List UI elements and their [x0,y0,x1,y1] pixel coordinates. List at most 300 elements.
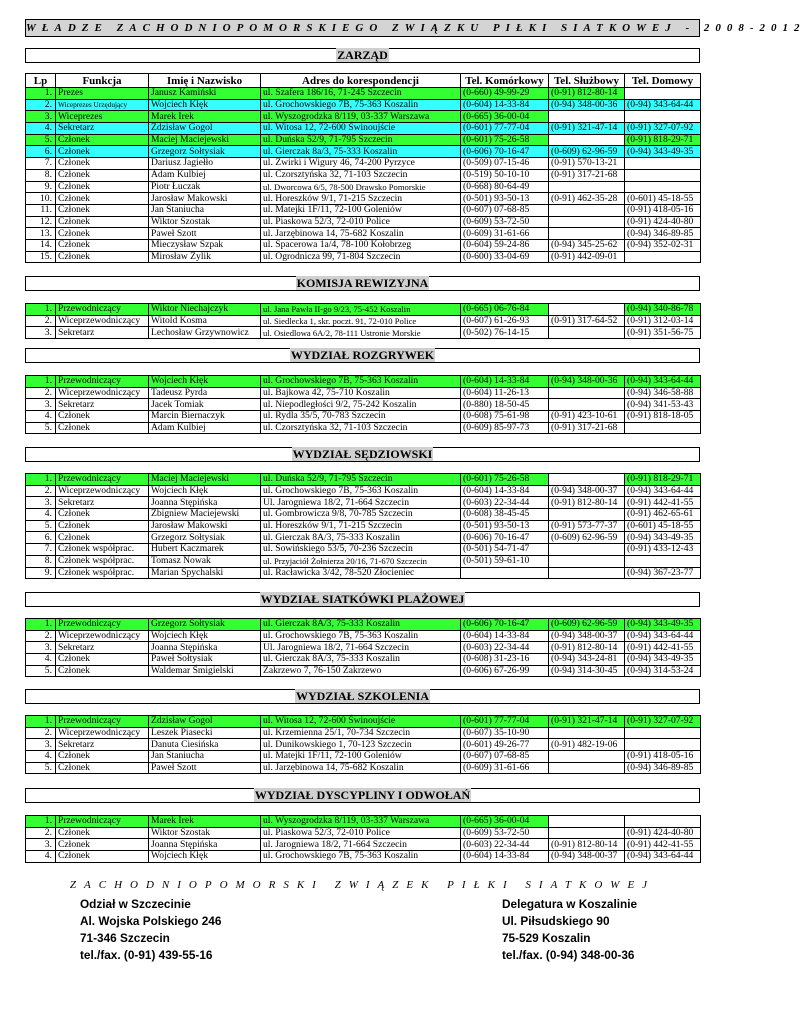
cell-adres: ul. Gierczak 8A/3, 75-333 Koszalin [261,619,461,631]
cell-adres: ul. Jarzębinowa 14, 75-682 Koszalin [261,762,461,774]
cell-tel-komorkowy: (0-608) 31-23-16 [461,654,549,666]
cell-lp: 5. [26,520,56,532]
cell-lp: 1. [26,716,56,728]
table-row [26,315,701,327]
cell-tel-komorkowy: (0-603) 22-34-44 [461,839,549,851]
cell-tel-komorkowy: (0-603) 22-34-44 [461,642,549,654]
cell-adres: ul. Siedlecka 1, skr. poczt. 91, 72-010 Police [261,315,461,327]
cell-tel-sluzbowy: (0-94) 348-00-37 [549,851,625,863]
cell-imie: Paweł Sołtysiak [149,654,261,666]
cell-imie: Maciej Maciejewski [149,474,261,486]
cell-imie: Jacek Tomiak [149,399,261,411]
table-row [26,251,701,263]
cell-adres: ul. Grochowskiego 7B, 75-363 Koszalin [261,851,461,863]
cell-tel-sluzbowy: (0-91) 321-47-14 [549,716,625,728]
cell-tel-sluzbowy: (0-609) 62-96-59 [549,619,625,631]
cell-tel-domowy: (0-94) 352-02-31 [625,239,701,251]
cell-tel-komorkowy: (0-660) 49-99-29 [461,88,549,100]
address-line: Delegatura w Koszalinie [502,897,638,911]
cell-funkcja: Sekretarz [56,642,149,654]
cell-tel-komorkowy: (0-609) 31-61-66 [461,762,549,774]
cell-tel-sluzbowy [549,509,625,521]
cell-adres: ul. Matejki 1F/11, 72-100 Goleniów [261,751,461,763]
cell-tel-sluzbowy: (0-609) 62-96-59 [549,146,625,158]
cell-lp: 1. [26,816,56,828]
cell-imie: Joanna Stępińska [149,497,261,509]
cell-tel-komorkowy: (0-607) 07-68-85 [461,204,549,216]
cell-tel-sluzbowy: (0-91) 317-21-68 [549,169,625,181]
cell-lp: 1. [26,376,56,388]
cell-tel-komorkowy: (0-608) 38-45-45 [461,509,549,521]
cell-tel-komorkowy: (0-665) 36-00-04 [461,111,549,123]
cell-funkcja: Sekretarz [56,123,149,135]
cell-imie: Joanna Stępińska [149,642,261,654]
table-row [26,654,701,666]
cell-adres: ul. Grochowskiego 7B, 75-363 Koszalin [261,485,461,497]
cell-lp: 2. [26,630,56,642]
table-row [26,497,701,509]
cell-adres: ul. Matejki 1F/11, 72-100 Goleniów [261,204,461,216]
cell-tel-komorkowy: (0-665) 36-00-04 [461,816,549,828]
cell-adres: ul. Gierczak 8a/3, 75-333 Koszalin [261,146,461,158]
cell-tel-sluzbowy [549,181,625,193]
table-row [26,146,701,158]
cell-tel-sluzbowy [549,555,625,567]
cell-tel-sluzbowy: (0-91) 317-21-68 [549,422,625,434]
cell-tel-komorkowy: (0-606) 70-16-47 [461,619,549,631]
cell-adres: ul. Horeszków 9/1, 71-215 Szczecin [261,520,461,532]
cell-adres: ul. Racławicka 3/42, 78-520 Złocieniec [261,567,461,579]
cell-lp: 8. [26,169,56,181]
table-header-row [26,74,701,88]
cell-imie: Adam Kulbiej [149,422,261,434]
cell-funkcja: Przewodniczący [56,474,149,486]
table-row [26,399,701,411]
szczecin-office-address [80,896,221,964]
cell-tel-sluzbowy: (0-91) 812-80-14 [549,839,625,851]
cell-imie: Wojciech Kłęk [149,376,261,388]
cell-adres: ul. Piaskowa 52/3, 72-010 Police [261,216,461,228]
table-row [26,827,701,839]
cell-funkcja: Członek [56,251,149,263]
table-row [26,158,701,170]
cell-tel-komorkowy: (0-501) 59-61-10 [461,555,549,567]
cell-adres: ul. Gombrowicza 9/8, 70-785 Szczecin [261,509,461,521]
koszalin-office-address [502,896,637,964]
cell-tel-sluzbowy [549,204,625,216]
cell-funkcja: Członek [56,520,149,532]
cell-tel-komorkowy: (0-601) 77-77-04 [461,716,549,728]
cell-lp: 4. [26,751,56,763]
cell-imie: Wojciech Kłęk [149,99,261,111]
cell-funkcja: Sekretarz [56,399,149,411]
cell-tel-sluzbowy [549,304,625,316]
cell-imie: Tadeusz Pyrda [149,387,261,399]
cell-lp: 6. [26,532,56,544]
cell-adres: ul. Osiedlowa 6A/2, 78-111 Ustronie Morskie [261,327,461,339]
cell-tel-komorkowy: (0-607) 61-26-93 [461,315,549,327]
table-row [26,520,701,532]
cell-imie: Marek Irek [149,111,261,123]
cell-imie: Leszek Piasecki [149,727,261,739]
cell-funkcja: Członek [56,228,149,240]
column-header-tel-domowy: Tel. Domowy [625,74,701,88]
cell-tel-sluzbowy: (0-91) 812-80-14 [549,88,625,100]
column-header-lp: Lp [26,74,56,88]
cell-tel-domowy: (0-91) 433-12-43 [625,544,701,556]
cell-tel-sluzbowy [549,399,625,411]
cell-tel-domowy: (0-91) 462-65-61 [625,509,701,521]
cell-tel-sluzbowy [549,111,625,123]
cell-lp: 9. [26,567,56,579]
table-row [26,485,701,497]
cell-lp: 4. [26,123,56,135]
cell-tel-komorkowy: (0-609) 53-72-50 [461,216,549,228]
cell-tel-sluzbowy: (0-91) 573-77-37 [549,520,625,532]
cell-adres: ul. Gierczak 8A/3, 75-333 Koszalin [261,532,461,544]
section-title [25,592,700,607]
cell-lp: 13. [26,228,56,240]
members-table [25,303,701,339]
cell-tel-domowy: (0-94) 343-64-44 [625,630,701,642]
members-table [25,73,701,263]
cell-tel-domowy [625,816,701,828]
cell-funkcja: Wiceprzewodniczący [56,727,149,739]
section-title-text: ZARZĄD [337,48,388,62]
cell-tel-sluzbowy [549,544,625,556]
cell-tel-sluzbowy [549,474,625,486]
cell-adres: ul. Rydla 35/5, 70-783 Szczecin [261,411,461,423]
cell-adres: ul. Gierczak 8A/3, 75-333 Koszalin [261,654,461,666]
document-title: WŁADZE ZACHODNIOPOMORSKIEGO ZWIĄZKU PIŁKI SIATKOWEJ - 2008-2012 [25,19,700,37]
table-row [26,474,701,486]
cell-tel-komorkowy [461,567,549,579]
cell-tel-komorkowy: (0-501) 93-50-13 [461,520,549,532]
cell-tel-komorkowy: (0-519) 50-10-10 [461,169,549,181]
cell-imie: Paweł Szott [149,762,261,774]
cell-imie: Wiktor Szostak [149,216,261,228]
cell-lp: 12. [26,216,56,228]
cell-tel-domowy: (0-94) 367-23-77 [625,567,701,579]
cell-tel-komorkowy: (0-608) 75-61-98 [461,411,549,423]
table-row [26,716,701,728]
cell-imie: Joanna Stępińska [149,839,261,851]
table-row [26,544,701,556]
cell-tel-sluzbowy: (0-91) 482-19-06 [549,739,625,751]
table-row [26,422,701,434]
cell-tel-komorkowy: (0-604) 14-33-84 [461,376,549,388]
cell-lp: 2. [26,99,56,111]
cell-tel-domowy: (0-94) 343-49-35 [625,619,701,631]
cell-tel-sluzbowy: (0-91) 570-13-21 [549,158,625,170]
cell-adres: ul. Wyszogrodzka 8/119, 03-337 Warszawa [261,816,461,828]
cell-lp: 3. [26,497,56,509]
cell-tel-komorkowy: (0-606) 70-16-47 [461,146,549,158]
cell-imie: Zbigniew Maciejewski [149,509,261,521]
cell-funkcja: Przewodniczący [56,304,149,316]
cell-funkcja: Członek [56,422,149,434]
cell-lp: 5. [26,762,56,774]
cell-adres: ul. Jana Pawła II-go 9/23, 75-452 Koszalin [261,304,461,316]
cell-adres: ul. Ogrodnicza 99, 71-804 Szczecin [261,251,461,263]
cell-tel-komorkowy: (0-604) 14-33-84 [461,99,549,111]
cell-tel-sluzbowy [549,567,625,579]
cell-lp: 2. [26,485,56,497]
table-row [26,216,701,228]
cell-imie: Piotr Łuczak [149,181,261,193]
cell-funkcja: Wiceprezes [56,111,149,123]
cell-imie: Jarosław Makowski [149,193,261,205]
address-line: tel./fax. (0-91) 439-55-16 [80,948,213,962]
cell-lp: 4. [26,509,56,521]
cell-adres: ul. Horeszków 9/1, 71-215 Szczecin [261,193,461,205]
cell-imie: Zdzisław Gogol [149,123,261,135]
cell-imie: Adam Kulbiej [149,169,261,181]
cell-funkcja: Członek [56,851,149,863]
cell-lp: 3. [26,739,56,751]
cell-adres: ul. Duńska 52/9, 71-795 Szczecin [261,474,461,486]
cell-imie: Wojciech Kłęk [149,485,261,497]
cell-imie: Marcin Biernaczyk [149,411,261,423]
cell-tel-komorkowy: (0-604) 14-33-84 [461,485,549,497]
cell-tel-sluzbowy: (0-94) 348-00-36 [549,376,625,388]
cell-tel-domowy: (0-94) 346-89-85 [625,228,701,240]
cell-tel-sluzbowy [549,134,625,146]
section-title-text: WYDZIAŁ DYSCYPLINY I ODWOŁAŃ [254,788,471,802]
cell-funkcja: Członek [56,654,149,666]
cell-tel-sluzbowy [549,327,625,339]
cell-adres: ul. Wyszogrodzka 8/119, 03-337 Warszawa [261,111,461,123]
cell-funkcja: Członek [56,181,149,193]
cell-adres: ul. Czorsztyńska 32, 71-103 Szczecin [261,169,461,181]
section-title [25,788,700,803]
cell-funkcja: Członek [56,204,149,216]
members-table [25,473,701,579]
cell-funkcja: Członek [56,665,149,677]
cell-tel-sluzbowy: (0-91) 812-80-14 [549,497,625,509]
table-row [26,739,701,751]
address-line: tel./fax. (0-94) 348-00-36 [502,948,635,962]
cell-funkcja: Członek [56,532,149,544]
cell-tel-domowy: (0-94) 343-64-44 [625,485,701,497]
cell-tel-sluzbowy [549,216,625,228]
cell-lp: 7. [26,158,56,170]
table-row [26,169,701,181]
cell-adres: ul. Szafera 186/16, 71-245 Szczecin [261,88,461,100]
cell-imie: Wojciech Kłęk [149,851,261,863]
cell-imie: Wiktor Szostak [149,827,261,839]
section-title-text: WYDZIAŁ SIATKÓWKI PLAŻOWEJ [260,592,465,606]
cell-funkcja: Przewodniczący [56,376,149,388]
cell-tel-sluzbowy: (0-94) 348-00-37 [549,630,625,642]
cell-tel-domowy: (0-91) 442-41-55 [625,497,701,509]
cell-tel-komorkowy: (0-665) 06-76-84 [461,304,549,316]
cell-imie: Grzegorz Sołtysiak [149,532,261,544]
table-row [26,327,701,339]
cell-lp: 3. [26,327,56,339]
cell-tel-komorkowy: (0-502) 76-14-15 [461,327,549,339]
cell-lp: 2. [26,727,56,739]
table-row [26,839,701,851]
cell-tel-domowy [625,181,701,193]
table-row [26,567,701,579]
cell-funkcja: Członek [56,158,149,170]
cell-adres: ul. Bajkowa 42, 75-710 Koszalin [261,387,461,399]
cell-imie: Wiktor Niechajczyk [149,304,261,316]
members-table [25,375,701,434]
cell-tel-domowy [625,169,701,181]
cell-lp: 3. [26,839,56,851]
cell-tel-komorkowy: (0-604) 14-33-84 [461,851,549,863]
cell-tel-domowy: (0-91) 424-40-80 [625,827,701,839]
table-row [26,619,701,631]
cell-tel-sluzbowy: (0-94) 345-25-62 [549,239,625,251]
address-line: Al. Wojska Polskiego 246 [80,914,222,928]
table-row [26,851,701,863]
cell-imie: Grzegorz Sołtysiak [149,619,261,631]
cell-lp: 6. [26,146,56,158]
table-row [26,387,701,399]
members-table [25,618,701,677]
cell-tel-domowy: (0-91) 442-41-55 [625,642,701,654]
address-line: Ul. Piłsudskiego 90 [502,914,610,928]
section-title-text: KOMISJA REWIZYJNA [296,276,429,290]
cell-tel-domowy: (0-91) 418-05-16 [625,751,701,763]
cell-lp: 9. [26,181,56,193]
cell-lp: 1. [26,474,56,486]
cell-lp: 4. [26,851,56,863]
cell-adres: ul. Dworcowa 6/5, 78-500 Drawsko Pomorskie [261,181,461,193]
cell-tel-sluzbowy [549,387,625,399]
section-title-text: WYDZIAŁ ROZGRYWEK [290,348,435,362]
cell-funkcja: Prezes [56,88,149,100]
cell-adres: ul. Przyjaciół Żołnierza 20/16, 71-670 Szczecin [261,555,461,567]
cell-imie: Maciej Maciejewski [149,134,261,146]
cell-tel-domowy: (0-94) 343-49-35 [625,146,701,158]
cell-imie: Witold Kosma [149,315,261,327]
cell-tel-domowy: (0-601) 45-18-55 [625,193,701,205]
cell-imie: Zdzisław Gogol [149,716,261,728]
cell-lp: 11. [26,204,56,216]
cell-tel-komorkowy: (0-606) 70-16-47 [461,532,549,544]
cell-adres: ul. Krzemienna 25/1, 70-734 Szczecin [261,727,461,739]
cell-tel-sluzbowy: (0-91) 321-47-14 [549,123,625,135]
cell-tel-sluzbowy: (0-91) 317-64-52 [549,315,625,327]
cell-lp: 4. [26,411,56,423]
column-header-tel-sluzbowy: Tel. Służbowy [549,74,625,88]
cell-imie: Waldemar Śmigielski [149,665,261,677]
cell-tel-domowy: (0-91) 312-03-14 [625,315,701,327]
table-row [26,762,701,774]
cell-funkcja: Członek współprac. [56,555,149,567]
cell-adres: ul. Duńska 52/9, 71-795 Szczecin [261,134,461,146]
cell-adres: ul. Żwirki i Wigury 46, 74-200 Pyrzyce [261,158,461,170]
cell-tel-komorkowy: (0-607) 35-10-90 [461,727,549,739]
cell-lp: 1. [26,304,56,316]
members-table [25,715,701,774]
cell-tel-komorkowy: (0-609) 85-97-73 [461,422,549,434]
cell-funkcja: Wiceprzewodniczący [56,630,149,642]
cell-tel-komorkowy: (0-606) 67-26-99 [461,665,549,677]
section-title-text: WYDZIAŁ SZKOLENIA [295,689,430,703]
cell-tel-sluzbowy [549,751,625,763]
cell-lp: 14. [26,239,56,251]
cell-funkcja: Członek współprac. [56,567,149,579]
cell-tel-komorkowy: (0-601) 49-26-77 [461,739,549,751]
cell-tel-sluzbowy: (0-94) 348-00-36 [549,99,625,111]
cell-tel-komorkowy: (0-609) 31-61-66 [461,228,549,240]
cell-tel-komorkowy: (0-601) 77-77-04 [461,123,549,135]
cell-funkcja: Wiceprzewodniczący [56,315,149,327]
cell-tel-domowy: (0-91) 818-29-71 [625,474,701,486]
cell-tel-sluzbowy: (0-91) 442-09-01 [549,251,625,263]
table-row [26,134,701,146]
cell-tel-domowy: (0-91) 818-18-05 [625,411,701,423]
cell-lp: 2. [26,387,56,399]
table-row [26,532,701,544]
cell-tel-domowy [625,555,701,567]
cell-lp: 7. [26,544,56,556]
cell-funkcja: Członek [56,193,149,205]
table-row [26,228,701,240]
cell-tel-sluzbowy: (0-94) 348-00-37 [549,485,625,497]
cell-tel-komorkowy: (0-609) 53-72-50 [461,827,549,839]
cell-funkcja: Wiceprzewodniczący [56,387,149,399]
cell-funkcja: Członek [56,762,149,774]
cell-tel-komorkowy: (0-880) 18-50-45 [461,399,549,411]
cell-tel-komorkowy: (0-668) 80-64-49 [461,181,549,193]
cell-imie: Mieczysław Szpak [149,239,261,251]
cell-tel-sluzbowy [549,228,625,240]
cell-lp: 1. [26,619,56,631]
cell-tel-domowy: (0-94) 346-58-88 [625,387,701,399]
cell-tel-domowy [625,727,701,739]
cell-tel-sluzbowy [549,762,625,774]
section-title [25,689,700,704]
section-title [25,348,700,363]
cell-lp: 5. [26,422,56,434]
cell-tel-domowy: (0-94) 341-53-43 [625,399,701,411]
address-line: Odział w Szczecinie [80,897,191,911]
cell-imie: Wojciech Kłęk [149,630,261,642]
cell-tel-domowy [625,88,701,100]
cell-lp: 5. [26,134,56,146]
address-line: 75-529 Koszalin [502,931,591,945]
cell-tel-domowy: (0-94) 343-49-35 [625,654,701,666]
cell-tel-domowy [625,158,701,170]
cell-funkcja: Sekretarz [56,497,149,509]
cell-adres: ul. Grochowskiego 7B, 75-363 Koszalin [261,630,461,642]
cell-adres: Zakrzewo 7, 76-150 Zakrzewo [261,665,461,677]
cell-adres: ul. Witosa 12, 72-600 Świnoujście [261,716,461,728]
column-header-imie: Imię i Nazwisko [149,74,261,88]
cell-lp: 2. [26,827,56,839]
cell-lp: 3. [26,399,56,411]
cell-adres: ul. Niepodległości 9/2, 75-242 Koszalin [261,399,461,411]
section-title [25,48,700,63]
cell-adres: Ul. Jarogniewa 18/2, 71-664 Szczecin [261,497,461,509]
cell-funkcja: Wiceprezes Urzędujący [56,99,149,111]
cell-adres: ul. Sowińskiego 53/5, 70-236 Szczecin [261,544,461,556]
table-row [26,376,701,388]
cell-tel-domowy: (0-94) 343-64-44 [625,376,701,388]
table-row [26,630,701,642]
cell-tel-sluzbowy: (0-94) 314-30-45 [549,665,625,677]
cell-lp: 15. [26,251,56,263]
address-line: 71-346 Szczecin [80,931,170,945]
cell-lp: 4. [26,654,56,666]
table-row [26,727,701,739]
